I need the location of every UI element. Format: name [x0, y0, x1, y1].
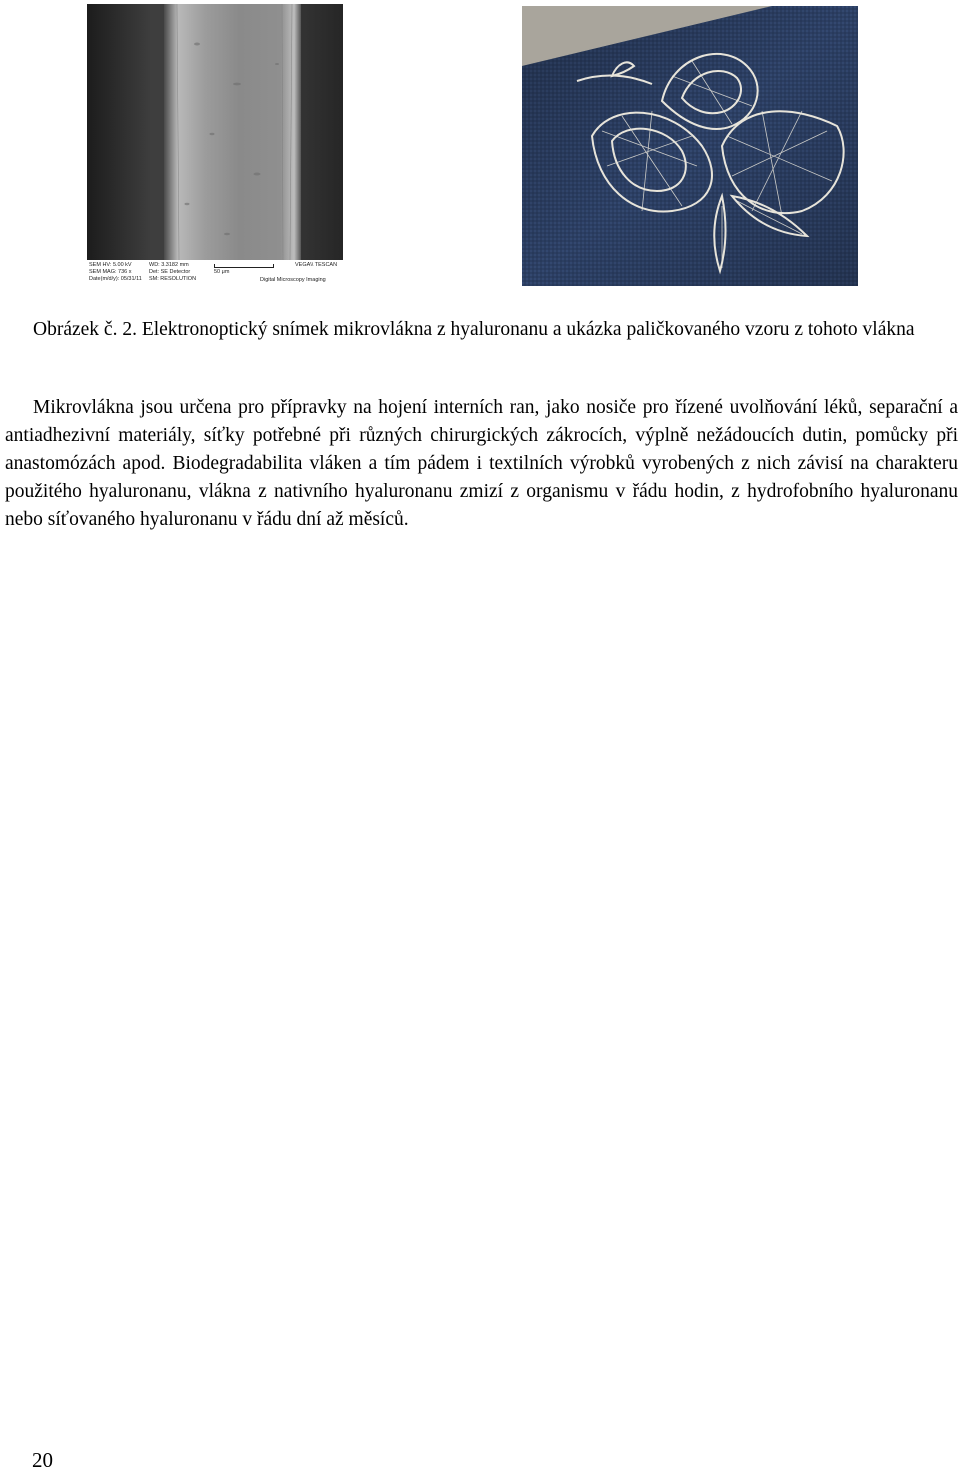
sem-date: Date(m/d/y): 05/31/11	[89, 276, 142, 282]
lace-photo	[522, 6, 858, 286]
sem-mode: SM: RESOLUTION	[149, 276, 197, 282]
sem-lab: Digital Microscopy Imaging	[260, 277, 326, 283]
sem-detector: Det: SE Detector	[149, 269, 191, 275]
page-number: 20	[32, 1448, 53, 1472]
sem-scale-bar	[214, 264, 274, 268]
sem-micrograph	[87, 4, 343, 287]
sem-mag: SEM MAG: 736 x	[89, 269, 132, 275]
body-paragraph-part2: Biodegradabilita vláken a tím pádem i textilních výrobků vyrobených z nich závisí na charakteru použitého hyaluronanu, vlákna z nativního hyaluronanu zmizí z organismu v řádu hodin, z hydrofobního hyaluronanu nebo síťovaného hyaluronanu v řádu dní až měsíců.	[5, 453, 958, 530]
sem-hv: SEM HV: 5.00 kV	[89, 262, 132, 268]
fiber-image	[87, 4, 343, 260]
body-paragraph-part1: Mikrovlákna jsou určena pro přípravky na hojení interních ran, jako nosiče pro řízené uvolňování léků, separační a antiadhezivní materiály, síťky potřebné při různých chirurgických zákrocích, výplně nežádoucích dutin, pomůcky při anastomózách apod.	[5, 397, 958, 474]
sem-scale-label: 50 μm	[214, 269, 230, 275]
lace-image	[522, 6, 858, 286]
figure-caption: Obrázek č. 2. Elektronoptický snímek mikrovlákna z hyaluronanu a ukázka paličkovaného vzoru z tohoto vlákna	[33, 319, 915, 340]
body-paragraph	[5, 394, 958, 534]
sem-info-bar	[87, 260, 343, 287]
sem-brand: VEGA\\ TESCAN	[295, 262, 338, 268]
sem-wd: WD: 3.3182 mm	[149, 262, 189, 268]
